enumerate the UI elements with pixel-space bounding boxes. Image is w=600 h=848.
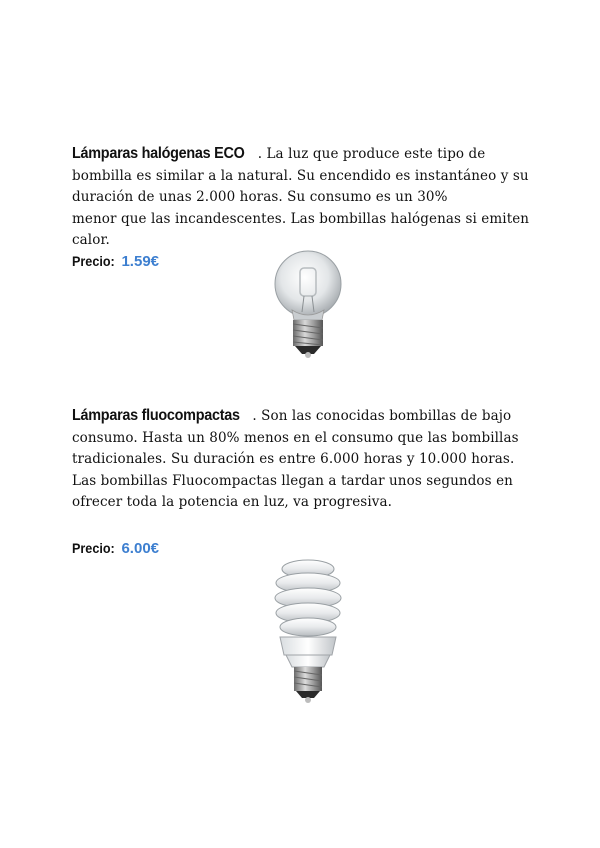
halogen-bulb-icon bbox=[268, 248, 348, 360]
description-text: . La luz que produce este tipo de bombilla es similar a la natural. Su encendido es instantáneo y su duración de unas 2.000 horas. Su consumo es un 30% bbox=[72, 146, 529, 205]
product-title: Lámparas fluocompactas bbox=[72, 407, 240, 424]
price-cfl bbox=[72, 540, 159, 557]
product-cfl bbox=[72, 405, 532, 514]
price-value: 6.00€ bbox=[121, 540, 160, 557]
product-halogen bbox=[72, 143, 532, 252]
product-description bbox=[72, 405, 532, 514]
description-continued: menor que las incandescentes. Las bombillas halógenas si emiten calor. bbox=[72, 210, 530, 248]
cfl-bulb-icon bbox=[268, 555, 348, 705]
description-text: . Son las conocidas bombillas de bajo consumo. Hasta un 80% menos en el consumo que las bombillas tradicionales. Su duración es entre 6.000 horas y 10.000 horas. Las bombillas Fluocompactas llegan a tardar unos segundos en ofrecer toda la potencia en luz, va progresiva. bbox=[72, 408, 519, 510]
price-label: Precio: bbox=[72, 540, 115, 556]
product-title: Lámparas halógenas ECO bbox=[72, 145, 245, 162]
price-label: Precio: bbox=[72, 253, 115, 269]
price-value: 1.59€ bbox=[121, 253, 160, 270]
price-halogen bbox=[72, 253, 159, 270]
product-description bbox=[72, 143, 532, 209]
